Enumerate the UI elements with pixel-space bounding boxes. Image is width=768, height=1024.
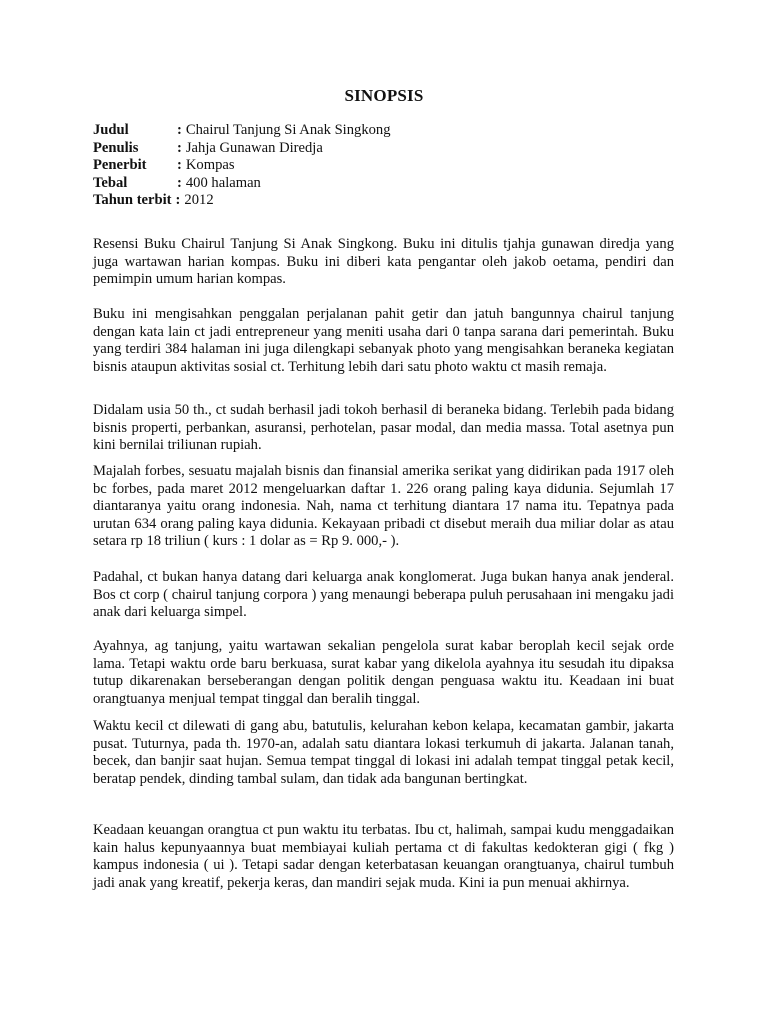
meta-value: 2012 bbox=[184, 192, 214, 209]
meta-label: Penerbit bbox=[93, 157, 147, 174]
paragraph-7-block bbox=[93, 718, 674, 788]
paragraph-5-block bbox=[93, 569, 674, 622]
meta-value: Kompas bbox=[185, 157, 235, 174]
meta-separator: : bbox=[175, 192, 181, 209]
paragraph: Ayahnya, ag tanjung, yaitu wartawan sekalian pengelola surat kabar beroplah kecil sejak orde lama. Tetapi waktu orde baru berkuasa, surat kabar yang dikelola ayahnya itu sesudah itu dipaksa tutup dikarenakan berseberangan dengan politik dengan penguasa waktu itu. Keadaan ini buat orangtuanya menjual tempat tinggal dan beralih tinggal. bbox=[93, 638, 674, 707]
book-metadata bbox=[93, 122, 391, 210]
paragraph-6-block bbox=[93, 638, 674, 708]
paragraph: Majalah forbes, sesuatu majalah bisnis dan finansial amerika serikat yang didirikan pada 1917 oleh bc forbes, pada maret 2012 mengeluarkan daftar 1. 226 orang paling kaya didunia. Sejumlah 17 diantaranya yaitu orang indonesia. Nah, nama ct terhitung diantara 17 nama itu. Tepatnya pada urutan 634 orang paling kaya didunia. Kekayaan pribadi ct disebut meraih dua miliar dolar as atau setara rp 18 triliun ( kurs : 1 dolar as = Rp 9. 000,- ). bbox=[93, 463, 674, 550]
meta-separator: : bbox=[177, 122, 182, 138]
paragraph: Keadaan keuangan orangtua ct pun waktu itu terbatas. Ibu ct, halimah, sampai kudu menggadaikan kain halus kepunyaannya buat membiayai kuliah pertama ct di fakultas kedokteran gigi ( fkg ) kampus indonesia ( ui ). Tetapi sadar dengan keterbatasan keuangan orangtuanya, chairul tumbuh jadi anak yang kreatif, pekerja keras, dan mandiri sejak muda. Kini ia pun menuai akhirnya. bbox=[93, 822, 674, 891]
paragraph: Resensi Buku Chairul Tanjung Si Anak Singkong. Buku ini ditulis tjahja gunawan diredja yang juga wartawan harian kompas. Buku ini diberi kata pengantar oleh jakob oetama, pendiri dan pemimpin umum harian kompas. bbox=[93, 236, 674, 288]
paragraph-4-block bbox=[93, 463, 674, 551]
meta-label: Tahun terbit bbox=[93, 192, 172, 209]
meta-row-tahun-terbit bbox=[93, 192, 391, 210]
meta-row-penerbit bbox=[93, 157, 391, 175]
meta-label: Penulis bbox=[93, 139, 139, 156]
paragraph: Didalam usia 50 th., ct sudah berhasil jadi tokoh berhasil di beraneka bidang. Terlebih pada bidang bisnis properti, perbankan, asuransi, perhotelan, pasar modal, dan media massa. Total asetnya pun kini bernilai triliunan rupiah. bbox=[93, 402, 674, 454]
meta-row-tebal bbox=[93, 175, 391, 193]
paragraph-3-block bbox=[93, 402, 674, 455]
paragraph: Waktu kecil ct dilewati di gang abu, batutulis, kelurahan kebon kelapa, kecamatan gambir, jakarta pusat. Tuturnya, pada th. 1970-an, adalah satu diantara lokasi terkumuh di jakarta. Jalanan tanah, becek, dan banjir saat hujan. Semua tempat tinggal di lokasi ini adalah tempat tinggal petak kecil, beratap pendek, dinding tambal sulam, dan tidak ada bangunan bertingkat. bbox=[93, 718, 674, 787]
meta-label: Judul bbox=[93, 122, 129, 138]
paragraph-8-block bbox=[93, 822, 674, 892]
meta-row-judul bbox=[93, 122, 391, 140]
meta-label: Tebal bbox=[93, 174, 128, 191]
meta-value: Jahja Gunawan Diredja bbox=[185, 139, 323, 156]
paragraph: Padahal, ct bukan hanya datang dari keluarga anak konglomerat. Juga bukan hanya anak jenderal. Bos ct corp ( chairul tanjung corpora ) yang menaungi beberapa puluh perusahaan ini mengaku jadi anak dari keluarga simpel. bbox=[93, 569, 674, 621]
paragraph-1-block bbox=[93, 236, 674, 289]
meta-separator: : bbox=[177, 174, 182, 191]
meta-separator: : bbox=[177, 157, 182, 174]
page-title: SINOPSIS bbox=[344, 86, 424, 105]
meta-value: 400 halaman bbox=[185, 174, 261, 191]
meta-row-penulis bbox=[93, 140, 391, 158]
paragraph: Buku ini mengisahkan penggalan perjalanan pahit getir dan jatuh bangunnya chairul tanjung dengan kata lain ct jadi entrepreneur yang meniti usaha dari 0 tanpa sarana dari pemerintah. Buku yang terdiri 384 halaman ini juga dilengkapi sebanyak photo yang mengisahkan beraneka kegiatan bisnis ataupun aktivitas sosial ct. Terhitung lebih dari satu photo waktu ct masih remaja. bbox=[93, 306, 674, 375]
meta-value: Chairul Tanjung Si Anak Singkong bbox=[185, 122, 391, 138]
meta-separator: : bbox=[177, 139, 182, 156]
paragraph-2-block bbox=[93, 306, 674, 376]
